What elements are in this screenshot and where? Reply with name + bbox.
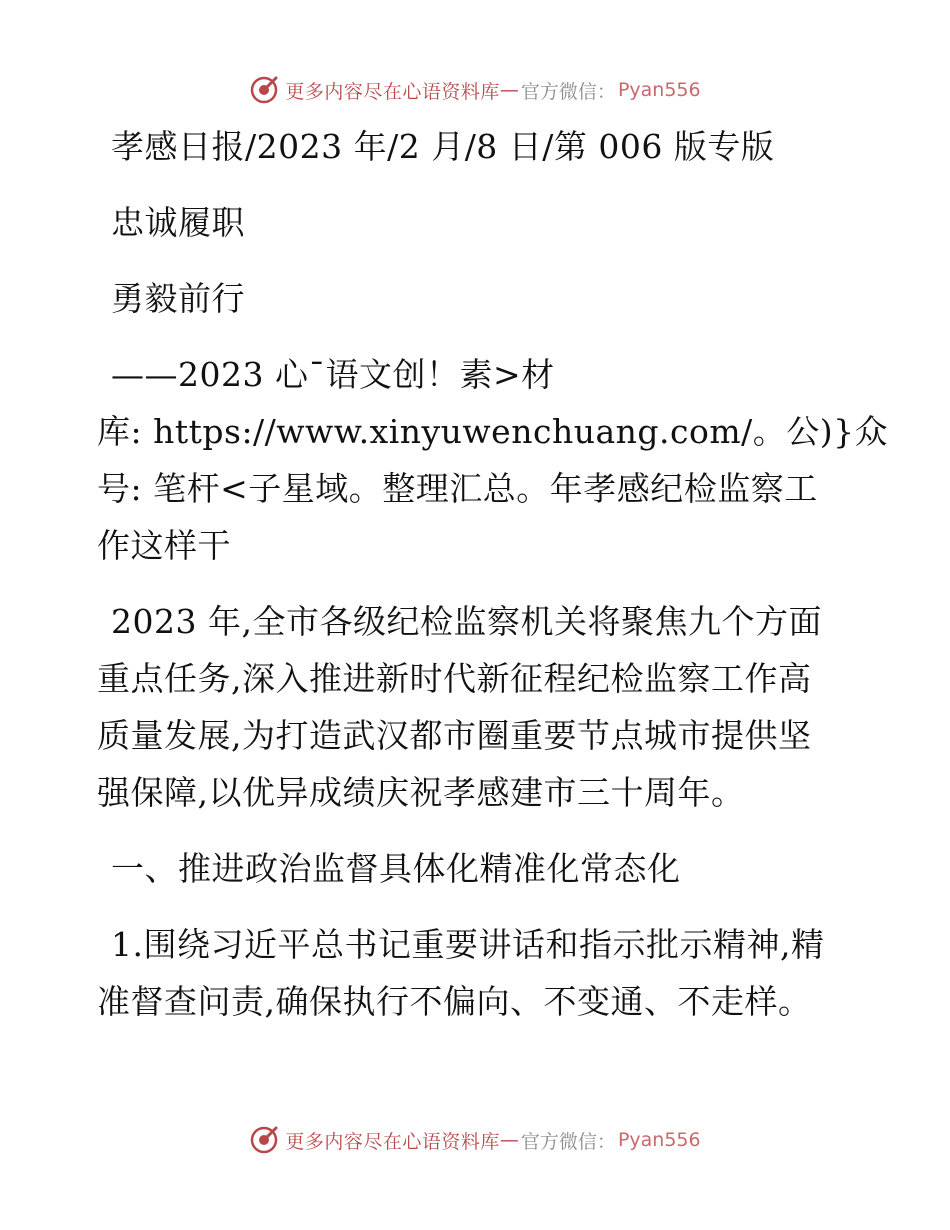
watermark-bottom (0, 1120, 950, 1160)
newspaper-header: 孝感日报/2023 年/2 月/8 日/第 006 版专版 (111, 127, 775, 166)
subtitle-line: 库: https://www.xinyuwenchuang.com/。公)}众 (97, 412, 889, 451)
watermark-dash: — (499, 1129, 519, 1151)
watermark-dash: — (499, 79, 519, 101)
pen-circle-icon (249, 1125, 279, 1155)
item-line: 准督查问责,确保执行不偏向、不变通、不走样。 (97, 982, 812, 1021)
intro-line: 质量发展,为打造武汉都市圈重要节点城市提供坚 (97, 716, 812, 755)
intro-line: 2023 年,全市各级纪检监察机关将聚焦九个方面 (111, 602, 822, 641)
document-body (97, 118, 889, 1030)
intro-line: 重点任务,深入推进新时代新征程纪检监察工作高 (97, 659, 812, 698)
subtitle-line: ——2023 心¯语文创！素>材 (111, 355, 555, 394)
watermark-sub-text: 官方微信： (520, 80, 616, 103)
title-line-2: 勇毅前行 (111, 279, 245, 318)
watermark-id: Pyan556 (617, 79, 701, 101)
section-heading: 一、推进政治监督具体化精准化常态化 (111, 849, 681, 888)
title-line-1: 忠诚履职 (111, 203, 245, 242)
pen-circle-icon (249, 75, 279, 105)
watermark-main-text: 更多内容尽在心语资料库 (285, 80, 500, 103)
subtitle-line: 作这样干 (97, 526, 231, 565)
intro-line: 强保障,以优异成绩庆祝孝感建市三十周年。 (97, 773, 745, 812)
subtitle-line: 号: 笔杆<子星域。整理汇总。年孝感纪检监察工 (97, 469, 818, 508)
watermark-sub-text: 官方微信： (520, 1130, 616, 1153)
watermark-id: Pyan556 (617, 1129, 701, 1151)
item-line: 1.围绕习近平总书记重要讲话和指示批示精神,精 (111, 925, 825, 964)
watermark-top (0, 70, 950, 110)
watermark-main-text: 更多内容尽在心语资料库 (285, 1130, 500, 1153)
